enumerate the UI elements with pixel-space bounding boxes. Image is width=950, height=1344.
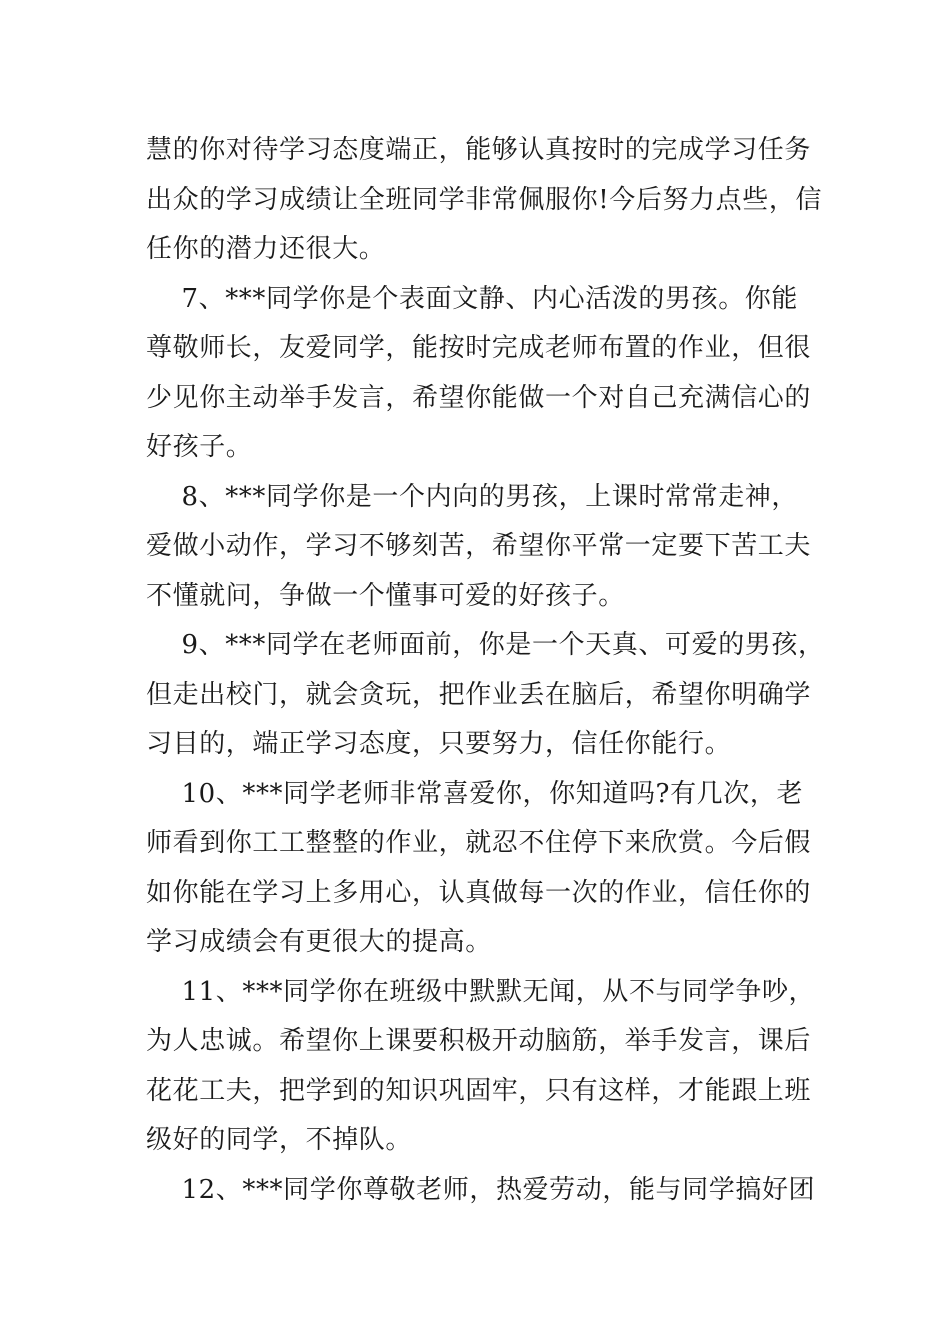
text-line: 12、***同学你尊敬老师，热爱劳动，能与同学搞好团 <box>146 1174 816 1205</box>
text-line: 8、***同学你是一个内向的男孩，上课时常常走神， <box>146 481 799 512</box>
text-line: 习目的，端正学习态度，只要努力，信任你能行。 <box>146 729 732 759</box>
text-line: 好孩子。 <box>146 432 253 462</box>
text-line: 慧的你对待学习态度端正，能够认真按时的完成学习任务 <box>146 135 812 165</box>
paragraph-11 <box>146 968 826 1166</box>
text-line: 出众的学习成绩让全班同学非常佩服你!今后努力点些，信 <box>146 184 823 215</box>
text-line: 爱做小动作，学习不够刻苦，希望你平常一定要下苦工夫 <box>146 531 812 561</box>
text-line: 10、***同学老师非常喜爱你，你知道吗?有几次，老 <box>146 778 804 809</box>
text-line: 但走出校门，就会贪玩，把作业丢在脑后，希望你明确学 <box>146 679 812 710</box>
text-line: 尊敬师长，友爱同学，能按时完成老师布置的作业，但很 <box>146 333 812 363</box>
paragraph-8 <box>146 473 826 622</box>
paragraph-6-continued <box>146 126 826 275</box>
text-line: 11、***同学你在班级中默默无闻，从不与同学争吵， <box>146 976 816 1007</box>
paragraph-7 <box>146 275 826 473</box>
text-line: 少见你主动举手发言，希望你能做一个对自己充满信心的 <box>146 382 812 413</box>
paragraph-10 <box>146 770 826 968</box>
text-line: 师看到你工工整整的作业，就忍不住停下来欣赏。今后假 <box>146 828 812 858</box>
paragraph-12 <box>146 1166 826 1216</box>
text-line: 花花工夫，把学到的知识巩固牢，只有这样，才能跟上班 <box>146 1075 812 1106</box>
text-line: 9、***同学在老师面前，你是一个天真、可爱的男孩， <box>146 630 825 660</box>
paragraph-9 <box>146 621 826 770</box>
text-line: 如你能在学习上多用心，认真做每一次的作业，信任你的 <box>146 877 812 908</box>
text-line: 不懂就问，争做一个懂事可爱的好孩子。 <box>146 580 625 611</box>
text-line: 为人忠诚。希望你上课要积极开动脑筋，举手发言，课后 <box>146 1026 812 1056</box>
text-line: 7、***同学你是个表面文静、内心活泼的男孩。你能 <box>146 283 799 314</box>
text-line: 学习成绩会有更很大的提高。 <box>146 927 492 957</box>
text-line: 任你的潜力还很大。 <box>146 234 386 264</box>
document-body <box>146 126 826 1215</box>
text-line: 级好的同学，不掉队。 <box>146 1125 413 1155</box>
